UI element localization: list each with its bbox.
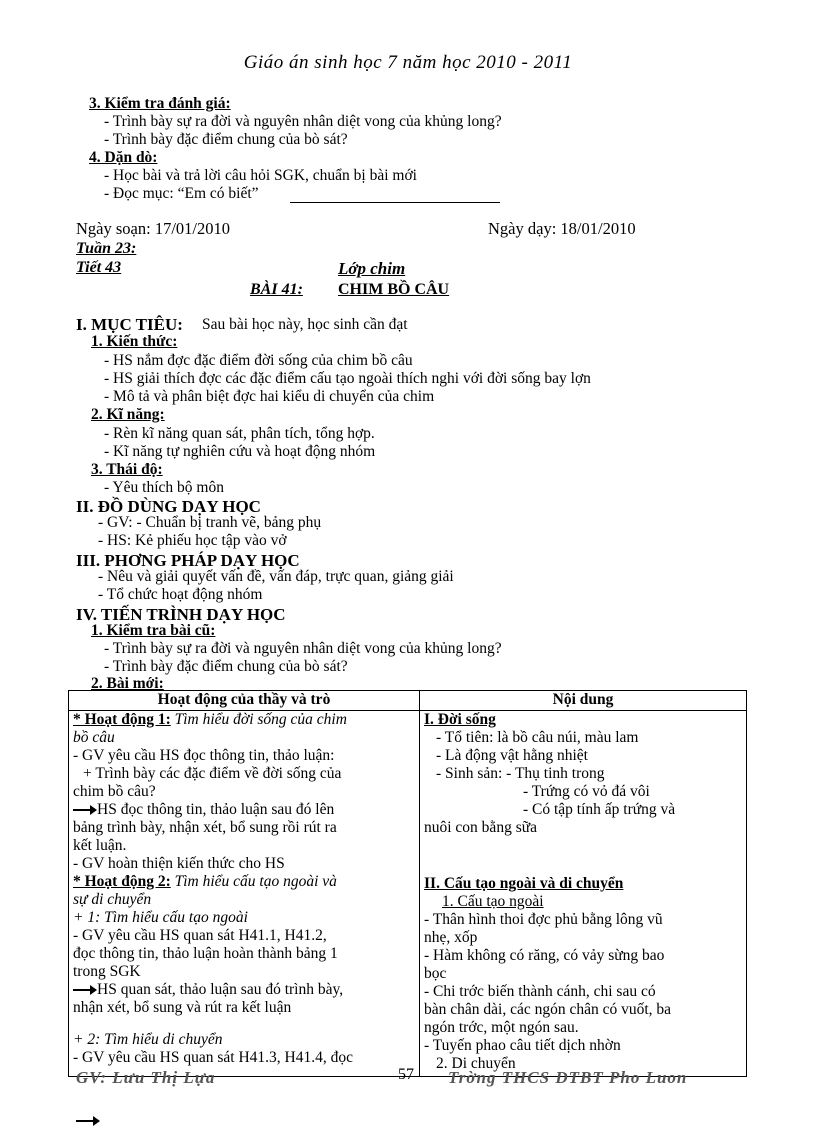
left-line-5: bảng trình bày, nhận xét, bổ sung rồi rút ra <box>73 819 337 836</box>
left-line-7: - GV hoàn thiện kiến thức cho HS <box>73 855 285 872</box>
s4-title: 4. Dặn dò: <box>89 149 158 166</box>
content-ii-sub-1: 1. Cấu tạo ngoài <box>442 893 544 910</box>
section-iii-heading: III. PHƠNG PHÁP DẠY HỌC <box>76 551 300 570</box>
sub-activity-2: + 2: Tìm hiểu di chuyển <box>73 1031 223 1048</box>
new-lesson-title: 2. Bài mới: <box>91 675 164 692</box>
attitude-1: - Yêu thích bộ môn <box>104 479 224 496</box>
left-line-2: + Trình bày các đặc điểm về đời sống của <box>83 765 342 782</box>
right-line-13: ngón trớc, một ngón sau. <box>424 1019 579 1036</box>
skills-title: 2. Kĩ năng: <box>91 406 165 423</box>
skills-2: - Kĩ năng tự nghiên cứu và hoạt động nhóm <box>104 443 376 460</box>
right-line-10: bọc <box>424 965 447 982</box>
lesson-table <box>68 690 747 1077</box>
section-i-text: Sau bài học này, học sinh cần đạt <box>202 316 408 333</box>
right-line-9: - Hàm không có răng, có vảy sừng bao <box>424 947 665 964</box>
knowledge-2: - HS giải thích đợc các đặc điểm cấu tạo ngoài thích nghi với đời sống bay lợn <box>104 370 591 387</box>
s4-line-1: - Học bài và trả lời câu hỏi SGK, chuẩn bị bài mới <box>104 167 417 184</box>
right-line-15: 2. Di chuyển <box>436 1055 516 1072</box>
review-2: - Trình bày đặc điểm chung của bò sát? <box>104 658 348 675</box>
review-1: - Trình bày sự ra đời và nguyên nhân diệt vong của khủng long? <box>104 640 502 657</box>
right-line-6: nuôi con bằng sữa <box>424 819 538 836</box>
left-line-8: - GV yêu cầu HS quan sát H41.1, H41.2, <box>73 927 327 944</box>
footer-arrow-icon <box>76 1112 100 1130</box>
left-line-12: nhận xét, bổ sung và rút ra kết luận <box>73 999 292 1016</box>
s3-line-1: - Trình bày sự ra đời và nguyên nhân diệt vong của khủng long? <box>104 113 502 130</box>
bai-title: CHIM BỒ CÂU <box>338 281 450 298</box>
ngay-soan: Ngày soạn: 17/01/2010 <box>76 219 230 238</box>
left-line-10: trong SGK <box>73 963 141 980</box>
s3-title: 3. Kiểm tra đánh giá: <box>89 95 231 112</box>
lop: Lớp chim <box>338 259 406 278</box>
left-line-1: - GV yêu cầu HS đọc thông tin, thảo luận: <box>73 747 335 764</box>
right-line-8: nhẹ, xốp <box>424 929 478 946</box>
left-line-9: đọc thông tin, thảo luận hoàn thành bảng 1 <box>73 945 338 962</box>
tiet: Tiết 43 <box>76 259 122 276</box>
right-line-5: - Có tập tính ấp trứng và <box>523 801 676 818</box>
knowledge-3: - Mô tả và phân biệt đợc hai kiểu di chuyển của chim <box>104 388 435 405</box>
left-line-6: kết luận. <box>73 837 127 854</box>
activity-2-heading: * Hoạt động 2: Tìm hiểu cấu tạo ngoài và <box>73 873 337 890</box>
attitude-title: 3. Thái độ: <box>91 461 163 478</box>
right-line-7: - Thân hình thoi đợc phủ bằng lông vũ <box>424 911 663 928</box>
col2-header: Nội dung <box>420 691 747 711</box>
section-ii-heading: II. ĐỒ DÙNG DẠY HỌC <box>76 497 261 516</box>
col1-header: Hoạt động của thầy và trò <box>69 691 420 711</box>
footer-teacher: GV: Lưu Thị Lựa <box>76 1068 216 1087</box>
activity-1-heading-cont: bồ câu <box>73 729 115 746</box>
right-line-2: - Là động vật hằng nhiệt <box>436 747 588 764</box>
activity-1-heading: * Hoạt động 1: Tìm hiểu đời sống của chim <box>73 711 347 728</box>
section-i-heading: I. MỤC TIÊU: <box>76 315 183 334</box>
knowledge-title: 1. Kiến thức: <box>91 333 178 350</box>
right-line-14: - Tuyến phao câu tiết dịch nhờn <box>424 1037 621 1054</box>
methods-1: - Nêu và giải quyết vấn đề, vấn đáp, trực quan, giảng giải <box>98 568 454 585</box>
review-title: 1. Kiểm tra bài cũ: <box>91 622 216 639</box>
arrow-icon <box>73 989 95 991</box>
bai: BÀI 41: <box>250 281 303 298</box>
right-line-11: - Chi trớc biến thành cánh, chi sau có <box>424 983 656 1000</box>
content-i-title: I. Đời sống <box>424 711 496 728</box>
s4-line-2: - Đọc mục: “Em có biết” <box>104 185 259 202</box>
right-line-1: - Tổ tiên: là bồ câu núi, màu lam <box>436 729 639 746</box>
activities-cell <box>69 711 420 1077</box>
page-number: 57 <box>398 1066 414 1083</box>
sub-activity-1: + 1: Tìm hiểu cấu tạo ngoài <box>73 909 248 926</box>
materials-hs: - HS: Kẻ phiếu học tập vào vở <box>98 532 287 549</box>
knowledge-1: - HS nắm đợc đặc điểm đời sống của chim bồ câu <box>104 352 413 369</box>
section-iv-heading: IV. TIẾN TRÌNH DẠY HỌC <box>76 605 286 624</box>
page-header: Giáo án sinh học 7 năm học 2010 - 2011 <box>243 52 573 73</box>
arrow-icon <box>73 809 95 811</box>
content-cell <box>420 711 747 1077</box>
left-line-13: - GV yêu cầu HS quan sát H41.3, H41.4, đọc <box>73 1049 353 1066</box>
right-line-3: - Sinh sản: - Thụ tinh trong <box>436 765 605 782</box>
materials-gv: - GV: - Chuẩn bị tranh vẽ, bảng phụ <box>98 514 322 531</box>
content-ii-title: II. Cấu tạo ngoài và di chuyển <box>424 875 624 892</box>
tuan: Tuần 23: <box>76 240 137 257</box>
left-line-4: HS đọc thông tin, thảo luận sau đó lên <box>73 801 415 819</box>
divider-line <box>290 202 500 203</box>
activity-2-heading-cont: sự di chuyển <box>73 891 152 908</box>
ngay-day: Ngày dạy: 18/01/2010 <box>488 219 636 238</box>
footer-school: Trờng THCS DTBT Pho Luon <box>448 1068 688 1087</box>
left-line-3: chim bồ câu? <box>73 783 156 800</box>
right-line-4: - Trứng có vỏ đá vôi <box>523 783 650 800</box>
skills-1: - Rèn kĩ năng quan sát, phân tích, tổng hợp. <box>104 425 375 442</box>
s3-line-2: - Trình bày đặc điểm chung của bò sát? <box>104 131 348 148</box>
left-line-11: HS quan sát, thảo luận sau đó trình bày, <box>73 981 415 999</box>
methods-2: - Tổ chức hoạt động nhóm <box>98 586 263 603</box>
right-line-12: bàn chân dài, các ngón chân có vuốt, ba <box>424 1001 672 1018</box>
